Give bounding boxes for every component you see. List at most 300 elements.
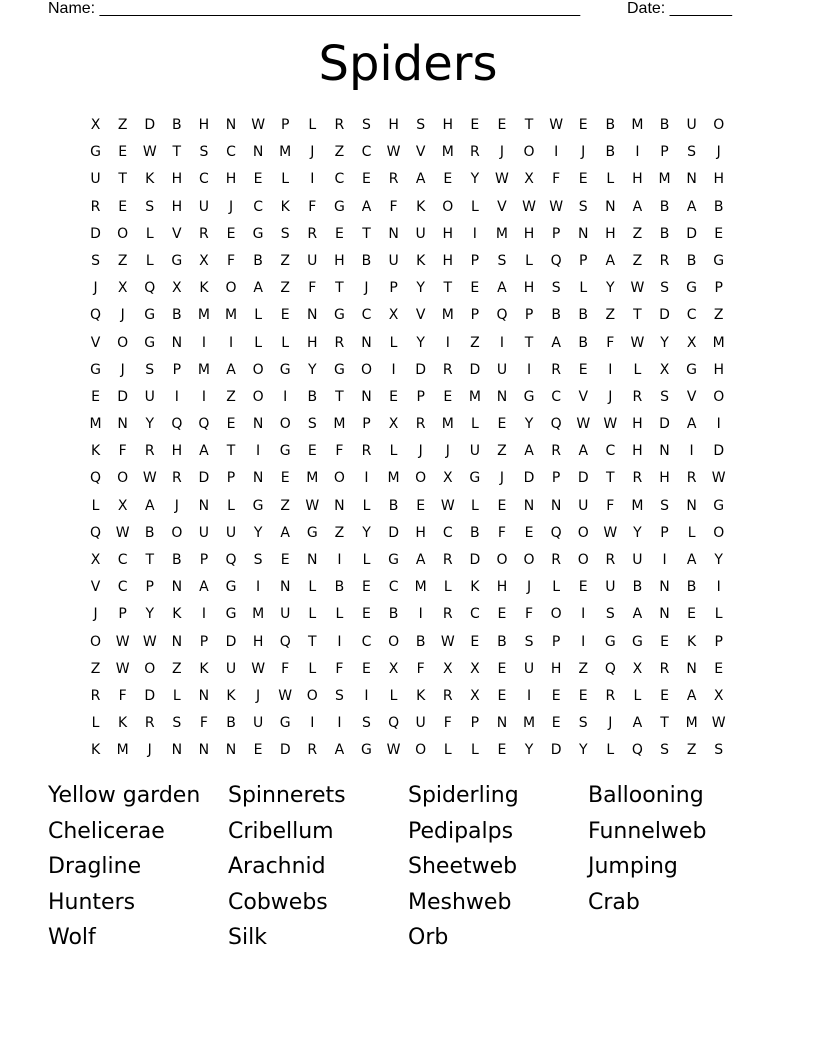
grid-letter: W	[495, 171, 509, 188]
word-list-row	[48, 814, 788, 850]
grid-letter: A	[280, 524, 290, 541]
grid-letter: H	[442, 225, 454, 242]
grid-letter: O	[523, 552, 535, 568]
grid-letter: H	[415, 524, 426, 541]
grid-letter: O	[333, 470, 345, 487]
grid-letter: N	[605, 198, 616, 215]
letter-grid	[82, 112, 732, 765]
grid-letter: E	[443, 171, 453, 188]
grid-letter: D	[659, 416, 670, 433]
grid-letter: O	[252, 388, 264, 405]
grid-letter: K	[90, 443, 101, 460]
grid-letter: Y	[253, 524, 263, 541]
grid-letter: I	[256, 443, 261, 460]
grid-letter: T	[362, 225, 371, 242]
grid-letter: M	[197, 307, 210, 324]
grid-letter: N	[198, 497, 210, 514]
grid-letter: A	[199, 579, 209, 596]
grid-row	[82, 465, 732, 492]
grid-letter: E	[497, 497, 507, 514]
grid-letter: G	[631, 633, 643, 650]
grid-letter: J	[256, 687, 261, 704]
grid-letter: Y	[416, 280, 425, 297]
grid-letter: S	[687, 144, 697, 161]
grid-letter: E	[226, 416, 236, 433]
grid-letter: W	[115, 633, 130, 650]
grid-letter: I	[662, 552, 667, 568]
grid-row	[82, 520, 732, 547]
grid-letter: O	[523, 144, 535, 161]
grid-letter: E	[280, 552, 290, 568]
grid-letter: J	[499, 470, 505, 487]
grid-letter: L	[308, 117, 317, 133]
grid-letter: I	[581, 606, 586, 623]
grid-letter: G	[523, 388, 535, 405]
grid-letter: X	[388, 660, 399, 677]
word-list-item: Wolf	[48, 925, 96, 950]
grid-letter: W	[603, 524, 618, 541]
grid-letter: G	[686, 361, 698, 378]
grid-letter: F	[199, 715, 208, 732]
grid-letter: N	[252, 416, 264, 433]
grid-letter: I	[689, 443, 694, 460]
grid-letter: H	[388, 117, 399, 133]
word-list-item: Dragline	[48, 854, 142, 879]
grid-letter: P	[660, 144, 669, 161]
grid-letter: S	[145, 361, 155, 378]
grid-letter: E	[524, 524, 534, 541]
grid-letter: S	[524, 633, 534, 650]
grid-letter: I	[554, 144, 559, 161]
page-title: Spiders	[318, 36, 498, 92]
grid-letter: Q	[388, 715, 400, 732]
grid-letter: R	[632, 388, 643, 405]
grid-letter: S	[497, 252, 507, 269]
grid-letter: I	[526, 687, 532, 704]
grid-letter: Z	[90, 660, 101, 677]
grid-letter: C	[551, 388, 562, 405]
word-list	[48, 778, 788, 956]
grid-letter: E	[470, 280, 480, 297]
grid-letter: S	[172, 715, 182, 732]
grid-letter: R	[388, 171, 399, 188]
grid-letter: Q	[171, 416, 183, 433]
grid-letter: E	[470, 633, 480, 650]
grid-letter: F	[118, 687, 127, 704]
grid-letter: G	[90, 144, 101, 161]
grid-letter: X	[117, 280, 128, 297]
grid-letter: C	[361, 307, 372, 324]
grid-letter: D	[198, 470, 210, 487]
grid-row	[82, 683, 732, 710]
grid-letter: K	[226, 687, 236, 704]
grid-letter: W	[142, 144, 157, 161]
grid-letter: E	[362, 171, 371, 188]
grid-letter: G	[333, 307, 345, 324]
grid-letter: S	[660, 742, 669, 759]
grid-letter: C	[117, 552, 128, 568]
grid-letter: L	[227, 497, 235, 514]
grid-letter: A	[551, 334, 561, 351]
grid-letter: B	[334, 579, 345, 596]
grid-letter: T	[633, 307, 642, 324]
grid-letter: J	[364, 280, 369, 297]
grid-letter: J	[581, 144, 586, 161]
grid-letter: I	[499, 334, 505, 351]
grid-letter: S	[91, 252, 100, 269]
grid-letter: M	[468, 388, 481, 405]
word-list-row	[48, 885, 788, 921]
grid-letter: Y	[470, 171, 480, 188]
grid-letter: A	[632, 715, 643, 732]
grid-letter: M	[197, 361, 210, 378]
grid-letter: V	[415, 307, 426, 324]
grid-letter: D	[225, 633, 237, 650]
grid-letter: Q	[90, 470, 102, 487]
grid-row	[82, 656, 732, 683]
grid-letter: O	[713, 388, 725, 405]
grid-letter: E	[416, 497, 426, 514]
grid-letter: G	[333, 198, 345, 215]
grid-letter: E	[118, 144, 128, 161]
word-list-item: Pedipalps	[408, 818, 514, 844]
grid-letter: X	[686, 334, 697, 351]
grid-letter: N	[361, 334, 372, 351]
grid-letter: R	[144, 715, 155, 732]
grid-letter: S	[145, 198, 155, 215]
grid-letter: G	[90, 361, 101, 378]
grid-letter: N	[577, 225, 589, 242]
grid-letter: J	[608, 715, 613, 732]
grid-letter: X	[442, 660, 453, 677]
grid-letter: G	[686, 280, 698, 297]
grid-letter: N	[307, 307, 318, 324]
grid-letter: Z	[605, 307, 616, 324]
grid-letter: U	[578, 497, 589, 514]
grid-letter: X	[713, 687, 724, 704]
grid-letter: G	[171, 252, 183, 269]
grid-letter: R	[334, 117, 345, 133]
grid-letter: N	[171, 334, 183, 351]
grid-letter: F	[308, 280, 317, 297]
grid-letter: D	[523, 470, 535, 487]
grid-row	[82, 221, 732, 248]
grid-letter: W	[278, 687, 293, 704]
grid-letter: K	[199, 660, 209, 677]
grid-letter: P	[172, 361, 182, 378]
grid-row	[82, 710, 732, 737]
grid-letter: M	[441, 307, 454, 324]
grid-letter: E	[497, 416, 507, 433]
grid-letter: N	[523, 497, 535, 514]
grid-row	[82, 574, 732, 601]
grid-letter: H	[171, 171, 183, 188]
word-list-item: Spiderling	[408, 783, 519, 808]
grid-letter: J	[310, 144, 315, 161]
grid-letter: S	[199, 144, 209, 161]
grid-row	[82, 411, 732, 438]
grid-letter: R	[551, 552, 561, 568]
grid-letter: L	[443, 579, 452, 596]
name-field-label: Name: ______________________________________________________	[48, 0, 581, 17]
grid-letter: U	[632, 552, 643, 568]
grid-letter: S	[362, 715, 371, 732]
grid-letter: T	[335, 388, 344, 405]
grid-letter: I	[337, 633, 342, 650]
grid-letter: X	[632, 660, 643, 677]
grid-letter: N	[198, 687, 210, 704]
grid-letter: O	[550, 606, 562, 623]
grid-letter: Y	[524, 416, 534, 433]
grid-letter: E	[714, 225, 724, 242]
grid-letter: N	[496, 388, 508, 405]
grid-letter: A	[578, 443, 589, 460]
grid-letter: M	[116, 742, 129, 759]
grid-letter: L	[525, 252, 533, 269]
date-field-label: Date: _______	[627, 0, 732, 17]
grid-letter: R	[442, 687, 453, 704]
grid-letter: L	[308, 606, 317, 623]
grid-letter: E	[578, 117, 588, 133]
grid-letter: W	[115, 524, 130, 541]
word-list-item: Funnelweb	[588, 818, 707, 844]
grid-letter: X	[90, 117, 101, 133]
grid-letter: M	[252, 606, 265, 623]
grid-letter: N	[550, 497, 562, 514]
grid-letter: B	[470, 524, 480, 541]
grid-letter: L	[91, 497, 100, 514]
grid-letter: L	[633, 361, 642, 378]
grid-letter: E	[362, 579, 371, 596]
grid-letter: P	[280, 117, 290, 133]
grid-letter: W	[440, 633, 455, 650]
grid-letter: A	[686, 687, 697, 704]
grid-letter: P	[389, 280, 398, 297]
grid-letter: O	[225, 280, 237, 297]
grid-letter: A	[605, 252, 616, 269]
grid-letter: P	[362, 416, 371, 433]
grid-letter: Q	[144, 280, 156, 297]
grid-letter: E	[578, 579, 588, 596]
grid-letter: F	[335, 660, 344, 677]
grid-letter: J	[499, 144, 505, 161]
grid-letter: O	[713, 117, 725, 133]
grid-letter: J	[445, 443, 450, 460]
grid-letter: Y	[145, 416, 155, 433]
grid-letter: E	[443, 388, 453, 405]
grid-letter: C	[361, 633, 372, 650]
grid-letter: A	[686, 416, 697, 433]
grid-letter: K	[687, 633, 697, 650]
grid-letter: D	[144, 117, 156, 133]
grid-letter: P	[416, 388, 425, 405]
grid-letter: T	[308, 633, 317, 650]
grid-letter: L	[308, 579, 317, 596]
grid-letter: M	[631, 497, 644, 514]
grid-letter: P	[470, 307, 480, 324]
grid-letter: U	[523, 660, 535, 677]
grid-letter: U	[90, 171, 101, 188]
grid-letter: P	[551, 225, 561, 242]
grid-letter: E	[497, 117, 507, 133]
grid-letter: T	[145, 552, 155, 568]
grid-letter: F	[416, 660, 425, 677]
grid-letter: H	[632, 443, 643, 460]
grid-letter: L	[470, 742, 479, 759]
grid-letter: U	[198, 524, 210, 541]
grid-letter: M	[441, 416, 454, 433]
grid-letter: L	[606, 171, 615, 188]
grid-letter: E	[91, 388, 100, 405]
grid-letter: E	[253, 171, 263, 188]
grid-row	[82, 737, 732, 764]
grid-letter: A	[686, 198, 697, 215]
grid-letter: R	[415, 416, 426, 433]
grid-letter: X	[659, 361, 670, 378]
grid-letter: B	[226, 715, 236, 732]
grid-letter: O	[496, 552, 508, 568]
grid-letter: P	[551, 470, 561, 487]
grid-letter: S	[605, 606, 615, 623]
grid-letter: O	[360, 361, 372, 378]
grid-letter: B	[497, 633, 507, 650]
grid-letter: P	[660, 524, 669, 541]
grid-letter: L	[470, 497, 479, 514]
grid-letter: G	[252, 225, 264, 242]
grid-letter: K	[199, 280, 209, 297]
grid-letter: G	[225, 579, 237, 596]
grid-letter: B	[605, 117, 616, 133]
grid-letter: E	[280, 470, 290, 487]
grid-letter: W	[711, 715, 726, 732]
grid-letter: E	[253, 742, 263, 759]
grid-letter: X	[388, 416, 399, 433]
grid-letter: M	[523, 715, 536, 732]
grid-letter: C	[253, 198, 263, 215]
grid-letter: X	[442, 470, 453, 487]
grid-letter: B	[172, 552, 182, 568]
grid-letter: N	[659, 606, 670, 623]
grid-letter: R	[605, 687, 616, 704]
grid-letter: B	[307, 388, 318, 405]
grid-letter: J	[93, 280, 98, 297]
grid-letter: W	[630, 334, 645, 351]
grid-letter: Z	[280, 280, 290, 297]
grid-letter: N	[252, 144, 264, 161]
grid-letter: I	[256, 579, 261, 596]
grid-letter: C	[334, 171, 345, 188]
grid-letter: Z	[280, 497, 290, 514]
grid-letter: I	[310, 171, 315, 188]
word-list-item: Hunters	[48, 889, 136, 915]
grid-letter: H	[713, 171, 724, 188]
grid-letter: J	[174, 497, 179, 514]
grid-letter: H	[632, 416, 643, 433]
grid-letter: P	[470, 715, 480, 732]
grid-letter: I	[418, 606, 423, 623]
grid-letter: L	[470, 198, 479, 215]
grid-letter: H	[442, 252, 454, 269]
grid-letter: I	[526, 361, 532, 378]
grid-letter: Y	[660, 334, 669, 351]
grid-letter: N	[279, 579, 291, 596]
grid-letter: H	[307, 334, 318, 351]
grid-letter: E	[280, 307, 290, 324]
grid-letter: E	[578, 171, 588, 188]
grid-letter: L	[335, 606, 344, 623]
word-list-row	[48, 849, 788, 885]
grid-letter: I	[716, 579, 721, 596]
grid-letter: P	[226, 470, 236, 487]
grid-letter: S	[307, 416, 317, 433]
grid-letter: D	[550, 742, 562, 759]
word-list-item: Silk	[228, 925, 267, 950]
grid-letter: L	[606, 742, 615, 759]
grid-letter: K	[416, 687, 426, 704]
word-list-item: Chelicerae	[48, 818, 165, 844]
grid-letter: I	[201, 606, 206, 623]
grid-letter: H	[496, 579, 508, 596]
grid-letter: S	[660, 497, 669, 514]
grid-letter: T	[335, 280, 344, 297]
grid-letter: G	[252, 497, 264, 514]
grid-letter: F	[308, 198, 317, 215]
grid-letter: Y	[145, 606, 155, 623]
grid-letter: F	[226, 252, 236, 269]
grid-letter: N	[388, 225, 399, 242]
grid-letter: E	[226, 225, 236, 242]
grid-letter: W	[251, 660, 266, 677]
grid-letter: P	[714, 280, 723, 297]
grid-letter: I	[608, 361, 613, 378]
grid-letter: N	[334, 497, 345, 514]
grid-letter: L	[362, 497, 371, 514]
grid-letter: U	[469, 443, 480, 460]
grid-letter: Z	[470, 334, 480, 351]
grid-letter: S	[362, 117, 371, 133]
grid-letter: N	[252, 470, 264, 487]
grid-letter: E	[551, 687, 561, 704]
grid-letter: Z	[632, 252, 643, 269]
grid-letter: G	[361, 742, 372, 759]
grid-letter: O	[171, 524, 183, 541]
grid-letter: A	[199, 443, 209, 460]
grid-letter: J	[120, 307, 125, 324]
grid-letter: G	[333, 361, 345, 378]
grid-letter: I	[228, 334, 234, 351]
grid-letter: M	[414, 579, 427, 596]
grid-letter: E	[497, 687, 507, 704]
grid-letter: V	[172, 225, 182, 242]
grid-letter: U	[252, 715, 264, 732]
grid-letter: K	[416, 198, 426, 215]
grid-letter: K	[118, 715, 128, 732]
grid-letter: G	[713, 497, 725, 514]
grid-letter: P	[524, 307, 534, 324]
grid-letter: R	[171, 470, 182, 487]
grid-letter: Q	[198, 416, 210, 433]
word-list-item: Sheetweb	[408, 854, 518, 879]
grid-letter: Y	[633, 524, 642, 541]
grid-letter: J	[147, 742, 152, 759]
grid-letter: B	[686, 252, 697, 269]
grid-letter: T	[524, 117, 534, 133]
grid-letter: R	[307, 742, 318, 759]
grid-row	[82, 275, 732, 302]
grid-letter: B	[144, 524, 155, 541]
grid-letter: D	[388, 524, 399, 541]
grid-letter: M	[333, 416, 346, 433]
